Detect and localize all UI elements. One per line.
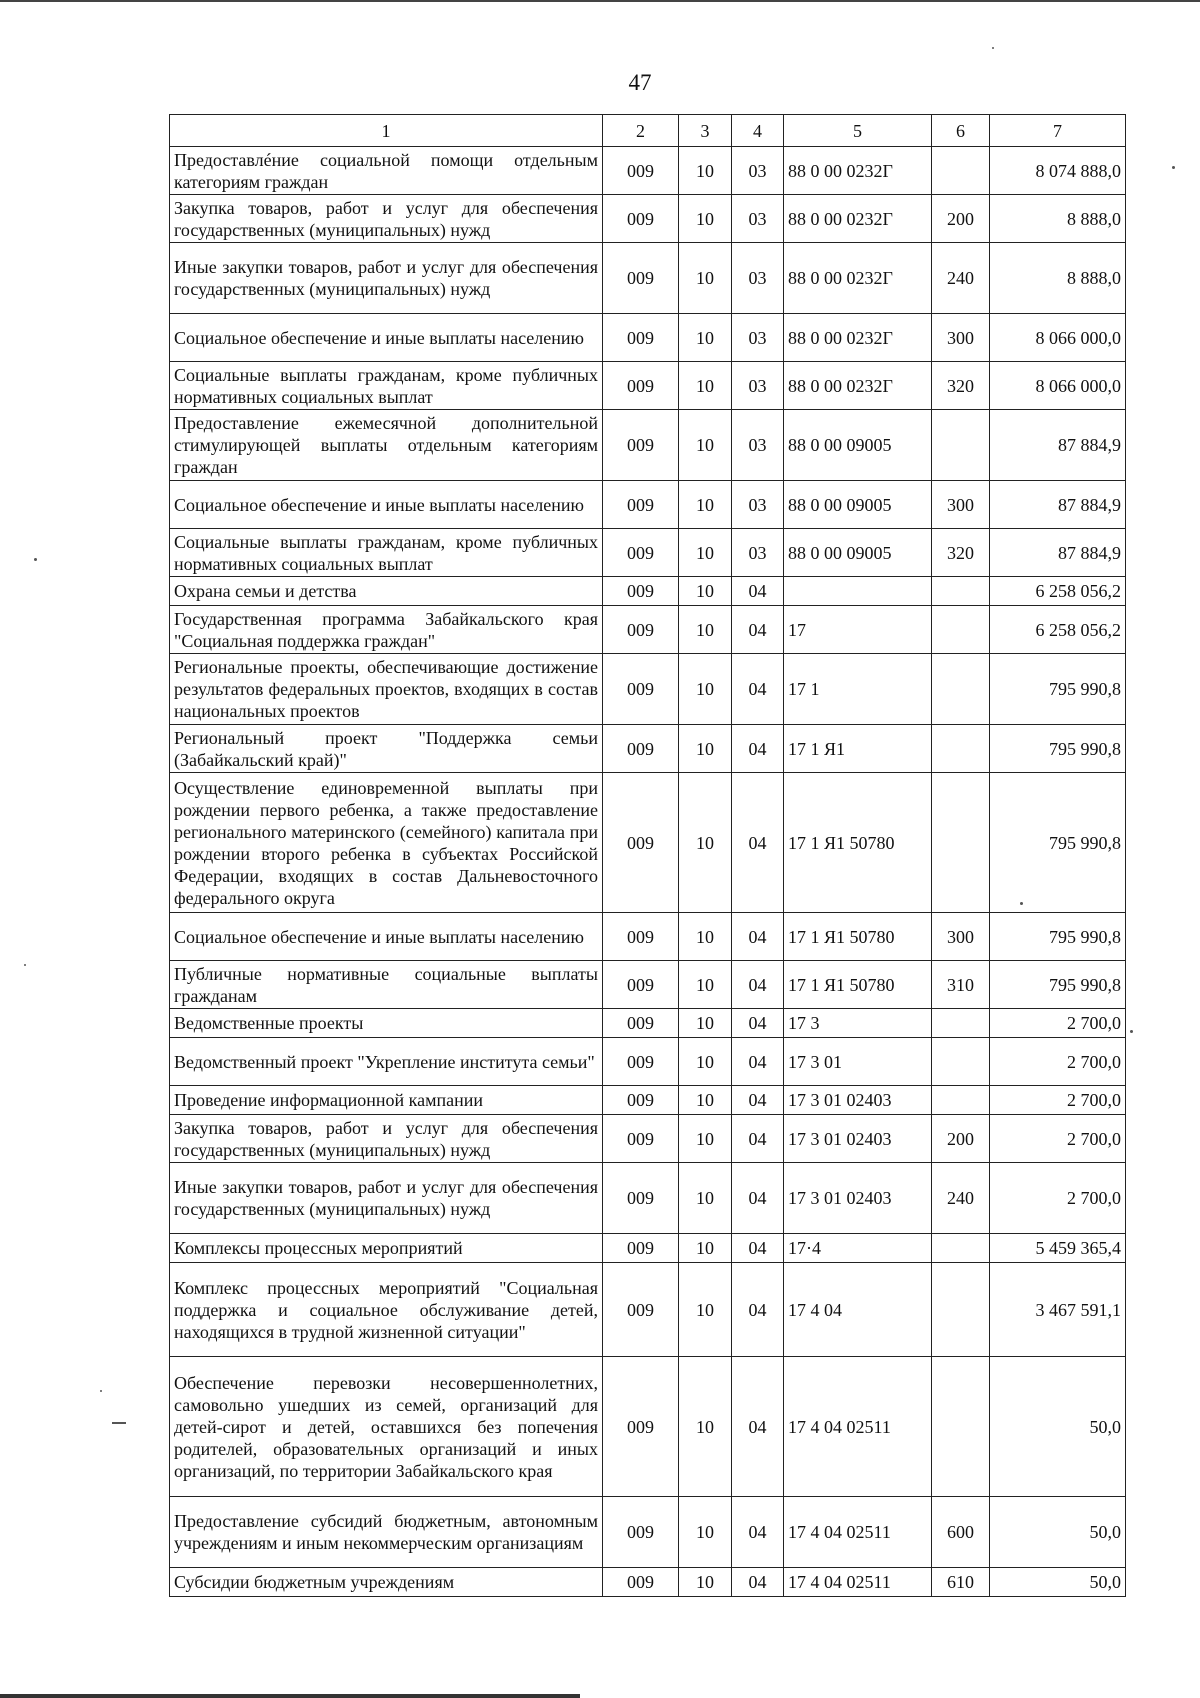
row-col-3: 10 — [679, 362, 732, 410]
row-col-5: 17 3 01 02403 — [784, 1115, 932, 1163]
row-col-2: 009 — [603, 577, 679, 606]
table-row — [170, 1234, 1126, 1263]
table-row — [170, 147, 1126, 195]
row-col-4: 03 — [732, 481, 784, 529]
table-row — [170, 913, 1126, 961]
row-amount: 50,0 — [990, 1497, 1126, 1568]
row-description: Комплексы процессных мероприятий — [170, 1234, 603, 1263]
row-col-5: 17 4 04 02511 — [784, 1568, 932, 1597]
row-col-4: 03 — [732, 195, 784, 243]
row-col-5: 17 1 — [784, 654, 932, 725]
row-col-6 — [932, 725, 990, 773]
row-col-2: 009 — [603, 773, 679, 913]
row-col-4: 04 — [732, 654, 784, 725]
row-col-3: 10 — [679, 1038, 732, 1086]
row-col-6 — [932, 606, 990, 654]
row-col-3: 10 — [679, 243, 732, 314]
row-amount: 2 700,0 — [990, 1115, 1126, 1163]
row-col-2: 009 — [603, 481, 679, 529]
row-col-2: 009 — [603, 147, 679, 195]
row-col-5: 17 1 Я1 — [784, 725, 932, 773]
table-row — [170, 1115, 1126, 1163]
header-col-7: 7 — [990, 115, 1126, 147]
row-col-2: 009 — [603, 654, 679, 725]
row-description: Иные закупки товаров, работ и услуг для обеспечения государственных (муниципальных) нужд — [170, 1163, 603, 1234]
row-col-4: 04 — [732, 1009, 784, 1038]
row-col-3: 10 — [679, 1086, 732, 1115]
row-amount: 8 066 000,0 — [990, 314, 1126, 362]
row-amount: 6 258 056,2 — [990, 577, 1126, 606]
row-col-4: 04 — [732, 577, 784, 606]
row-col-5: 17 1 Я1 50780 — [784, 913, 932, 961]
table-row — [170, 1163, 1126, 1234]
row-description: Охрана семьи и детства — [170, 577, 603, 606]
row-col-5: 88 0 00 09005 — [784, 529, 932, 577]
table-row — [170, 481, 1126, 529]
row-col-3: 10 — [679, 481, 732, 529]
row-col-6: 320 — [932, 362, 990, 410]
table-row — [170, 1568, 1126, 1597]
row-col-4: 04 — [732, 1357, 784, 1497]
header-col-1: 1 — [170, 115, 603, 147]
row-col-3: 10 — [679, 654, 732, 725]
row-col-3: 10 — [679, 1009, 732, 1038]
row-col-6: 240 — [932, 243, 990, 314]
row-col-4: 03 — [732, 362, 784, 410]
row-col-6 — [932, 410, 990, 481]
row-col-3: 10 — [679, 773, 732, 913]
row-col-3: 10 — [679, 1263, 732, 1357]
header-col-3: 3 — [679, 115, 732, 147]
row-col-2: 009 — [603, 410, 679, 481]
row-col-6: 600 — [932, 1497, 990, 1568]
row-col-6 — [932, 1263, 990, 1357]
row-description: Иные закупки товаров, работ и услуг для обеспечения государственных (муниципальных) нужд — [170, 243, 603, 314]
scan-speck — [1130, 1030, 1133, 1033]
row-amount: 87 884,9 — [990, 410, 1126, 481]
row-col-6: 200 — [932, 1115, 990, 1163]
row-amount: 3 467 591,1 — [990, 1263, 1126, 1357]
row-amount: 2 700,0 — [990, 1163, 1126, 1234]
row-col-3: 10 — [679, 1568, 732, 1597]
row-description: Субсидии бюджетным учреждениям — [170, 1568, 603, 1597]
row-amount: 2 700,0 — [990, 1086, 1126, 1115]
row-col-6 — [932, 1086, 990, 1115]
table-row — [170, 362, 1126, 410]
table-row — [170, 410, 1126, 481]
row-col-4: 04 — [732, 1568, 784, 1597]
row-col-4: 04 — [732, 1234, 784, 1263]
row-col-4: 04 — [732, 961, 784, 1009]
table-row — [170, 1038, 1126, 1086]
row-description: Предоставление ежемесячной дополнительной стимулирующей выплаты отдельным категориям граждан — [170, 410, 603, 481]
row-col-2: 009 — [603, 961, 679, 1009]
row-col-6: 610 — [932, 1568, 990, 1597]
row-col-3: 10 — [679, 314, 732, 362]
table-row — [170, 961, 1126, 1009]
row-amount: 795 990,8 — [990, 773, 1126, 913]
row-col-2: 009 — [603, 725, 679, 773]
row-col-5: 17 3 — [784, 1009, 932, 1038]
row-col-2: 009 — [603, 1086, 679, 1115]
row-description: Предоставлéние социальной помощи отдельным категориям граждан — [170, 147, 603, 195]
table-row — [170, 243, 1126, 314]
table-row — [170, 529, 1126, 577]
row-col-2: 009 — [603, 314, 679, 362]
row-col-4: 04 — [732, 773, 784, 913]
row-amount: 8 074 888,0 — [990, 147, 1126, 195]
row-col-3: 10 — [679, 410, 732, 481]
row-col-6 — [932, 1009, 990, 1038]
row-col-5: 88 0 00 0232Г — [784, 243, 932, 314]
row-description: Государственная программа Забайкальского края "Социальная поддержка граждан" — [170, 606, 603, 654]
row-description: Социальное обеспечение и иные выплаты населению — [170, 913, 603, 961]
row-col-4: 03 — [732, 147, 784, 195]
row-col-5: 17 3 01 02403 — [784, 1086, 932, 1115]
scan-edge-top — [0, 0, 1200, 2]
row-col-6: 320 — [932, 529, 990, 577]
row-col-5: 17 1 Я1 50780 — [784, 773, 932, 913]
row-description: Региональный проект "Поддержка семьи (Забайкальский край)" — [170, 725, 603, 773]
row-col-4: 04 — [732, 606, 784, 654]
table-row — [170, 654, 1126, 725]
row-col-2: 009 — [603, 1568, 679, 1597]
row-col-5: 17·4 — [784, 1234, 932, 1263]
row-col-5: 88 0 00 09005 — [784, 410, 932, 481]
row-col-3: 10 — [679, 529, 732, 577]
row-col-6 — [932, 147, 990, 195]
row-col-6: 300 — [932, 913, 990, 961]
row-col-2: 009 — [603, 243, 679, 314]
row-description: Социальное обеспечение и иные выплаты населению — [170, 481, 603, 529]
scan-speck — [992, 47, 994, 49]
row-col-4: 03 — [732, 314, 784, 362]
row-col-4: 04 — [732, 1163, 784, 1234]
row-description: Предоставление субсидий бюджетным, автономным учреждениям и иным некоммерческим организациям — [170, 1497, 603, 1568]
row-col-5: 88 0 00 0232Г — [784, 362, 932, 410]
table-row — [170, 725, 1126, 773]
row-col-5: 17 4 04 — [784, 1263, 932, 1357]
row-col-5: 88 0 00 0232Г — [784, 314, 932, 362]
row-col-3: 10 — [679, 1234, 732, 1263]
row-col-6 — [932, 1234, 990, 1263]
row-col-3: 10 — [679, 1163, 732, 1234]
table-row — [170, 314, 1126, 362]
row-col-6: 200 — [932, 195, 990, 243]
scan-speck — [1172, 166, 1175, 169]
row-col-4: 04 — [732, 1086, 784, 1115]
header-col-4: 4 — [732, 115, 784, 147]
row-description: Проведение информационной кампании — [170, 1086, 603, 1115]
row-col-5: 17 3 01 02403 — [784, 1163, 932, 1234]
scan-speck — [34, 558, 37, 561]
budget-table — [169, 114, 1126, 1597]
row-col-5: 88 0 00 09005 — [784, 481, 932, 529]
row-col-3: 10 — [679, 1357, 732, 1497]
row-amount: 87 884,9 — [990, 529, 1126, 577]
table-header-row — [170, 115, 1126, 147]
row-col-2: 009 — [603, 1115, 679, 1163]
page-number: 47 — [628, 70, 652, 95]
table-row — [170, 773, 1126, 913]
table-row — [170, 195, 1126, 243]
row-col-4: 04 — [732, 725, 784, 773]
row-col-2: 009 — [603, 1009, 679, 1038]
row-col-6 — [932, 577, 990, 606]
row-col-4: 04 — [732, 1497, 784, 1568]
row-col-3: 10 — [679, 606, 732, 654]
row-amount: 8 888,0 — [990, 243, 1126, 314]
row-col-6 — [932, 773, 990, 913]
header-col-5: 5 — [784, 115, 932, 147]
row-description: Социальные выплаты гражданам, кроме публичных нормативных социальных выплат — [170, 362, 603, 410]
row-description: Ведомственный проект "Укрепление института семьи" — [170, 1038, 603, 1086]
row-col-5: 17 4 04 02511 — [784, 1357, 932, 1497]
row-col-5: 17 3 01 — [784, 1038, 932, 1086]
scan-speck — [1020, 902, 1023, 905]
row-amount: 8 066 000,0 — [990, 362, 1126, 410]
row-col-3: 10 — [679, 1497, 732, 1568]
row-description: Региональные проекты, обеспечивающие достижение результатов федеральных проектов, входящих в состав национальных проектов — [170, 654, 603, 725]
table-row — [170, 1009, 1126, 1038]
row-description: Обеспечение перевозки несовершеннолетних, самовольно ушедших из семей, организаций для детей-сирот и детей, оставшихся без попечения родителей, образовательных организаций и иных организаций, по территории Забайкальского края — [170, 1357, 603, 1497]
row-amount: 6 258 056,2 — [990, 606, 1126, 654]
row-col-3: 10 — [679, 1115, 732, 1163]
row-description: Комплекс процессных мероприятий "Социальная поддержка и социальное обслуживание детей, находящихся в трудной жизненной ситуации" — [170, 1263, 603, 1357]
scan-edge-bottom — [0, 1694, 580, 1698]
header-col-6: 6 — [932, 115, 990, 147]
row-col-6 — [932, 1357, 990, 1497]
row-col-4: 04 — [732, 1263, 784, 1357]
row-col-6: 300 — [932, 314, 990, 362]
row-amount: 5 459 365,4 — [990, 1234, 1126, 1263]
row-col-6 — [932, 1038, 990, 1086]
row-description: Закупка товаров, работ и услуг для обеспечения государственных (муниципальных) нужд — [170, 1115, 603, 1163]
row-col-6: 240 — [932, 1163, 990, 1234]
row-amount: 795 990,8 — [990, 654, 1126, 725]
row-amount: 87 884,9 — [990, 481, 1126, 529]
row-col-2: 009 — [603, 1497, 679, 1568]
row-amount: 8 888,0 — [990, 195, 1126, 243]
row-description: Осуществление единовременной выплаты при рождении первого ребенка, а также предоставление регионального материнского (семейного) капитала при рождении второго ребенка в субъектах Российской Федерации, входящих в состав Дальневосточного федерального округа — [170, 773, 603, 913]
row-col-2: 009 — [603, 362, 679, 410]
scan-speck — [100, 1390, 102, 1392]
row-col-2: 009 — [603, 1038, 679, 1086]
row-description: Закупка товаров, работ и услуг для обеспечения государственных (муниципальных) нужд — [170, 195, 603, 243]
row-col-3: 10 — [679, 725, 732, 773]
table-row — [170, 577, 1126, 606]
header-col-2: 2 — [603, 115, 679, 147]
row-col-4: 03 — [732, 410, 784, 481]
table-row — [170, 1497, 1126, 1568]
row-amount: 2 700,0 — [990, 1038, 1126, 1086]
table-row — [170, 606, 1126, 654]
table-row — [170, 1086, 1126, 1115]
row-col-6: 310 — [932, 961, 990, 1009]
row-col-5: 17 4 04 02511 — [784, 1497, 932, 1568]
table-body — [170, 147, 1126, 1597]
row-col-5: 88 0 00 0232Г — [784, 147, 932, 195]
row-amount: 50,0 — [990, 1568, 1126, 1597]
scan-speck — [112, 1422, 126, 1424]
row-col-5: 17 1 Я1 50780 — [784, 961, 932, 1009]
row-col-2: 009 — [603, 529, 679, 577]
row-col-6 — [932, 654, 990, 725]
row-col-3: 10 — [679, 147, 732, 195]
row-description: Публичные нормативные социальные выплаты гражданам — [170, 961, 603, 1009]
row-col-4: 04 — [732, 1115, 784, 1163]
row-col-3: 10 — [679, 577, 732, 606]
table-row — [170, 1357, 1126, 1497]
row-amount: 2 700,0 — [990, 1009, 1126, 1038]
row-col-4: 04 — [732, 1038, 784, 1086]
row-amount: 795 990,8 — [990, 725, 1126, 773]
row-col-4: 03 — [732, 529, 784, 577]
row-description: Социальные выплаты гражданам, кроме публичных нормативных социальных выплат — [170, 529, 603, 577]
row-col-2: 009 — [603, 606, 679, 654]
row-col-2: 009 — [603, 1234, 679, 1263]
row-col-3: 10 — [679, 913, 732, 961]
row-description: Ведомственные проекты — [170, 1009, 603, 1038]
row-col-3: 10 — [679, 961, 732, 1009]
row-col-2: 009 — [603, 913, 679, 961]
row-col-3: 10 — [679, 195, 732, 243]
table-row — [170, 1263, 1126, 1357]
row-description: Социальное обеспечение и иные выплаты населению — [170, 314, 603, 362]
row-amount: 795 990,8 — [990, 961, 1126, 1009]
scan-speck — [24, 964, 26, 966]
row-col-5: 88 0 00 0232Г — [784, 195, 932, 243]
row-col-2: 009 — [603, 1163, 679, 1234]
row-col-5: 17 — [784, 606, 932, 654]
row-col-2: 009 — [603, 1263, 679, 1357]
row-col-5 — [784, 577, 932, 606]
row-col-2: 009 — [603, 195, 679, 243]
row-col-4: 03 — [732, 243, 784, 314]
row-col-6: 300 — [932, 481, 990, 529]
row-col-4: 04 — [732, 913, 784, 961]
row-col-2: 009 — [603, 1357, 679, 1497]
row-amount: 50,0 — [990, 1357, 1126, 1497]
row-amount: 795 990,8 — [990, 913, 1126, 961]
